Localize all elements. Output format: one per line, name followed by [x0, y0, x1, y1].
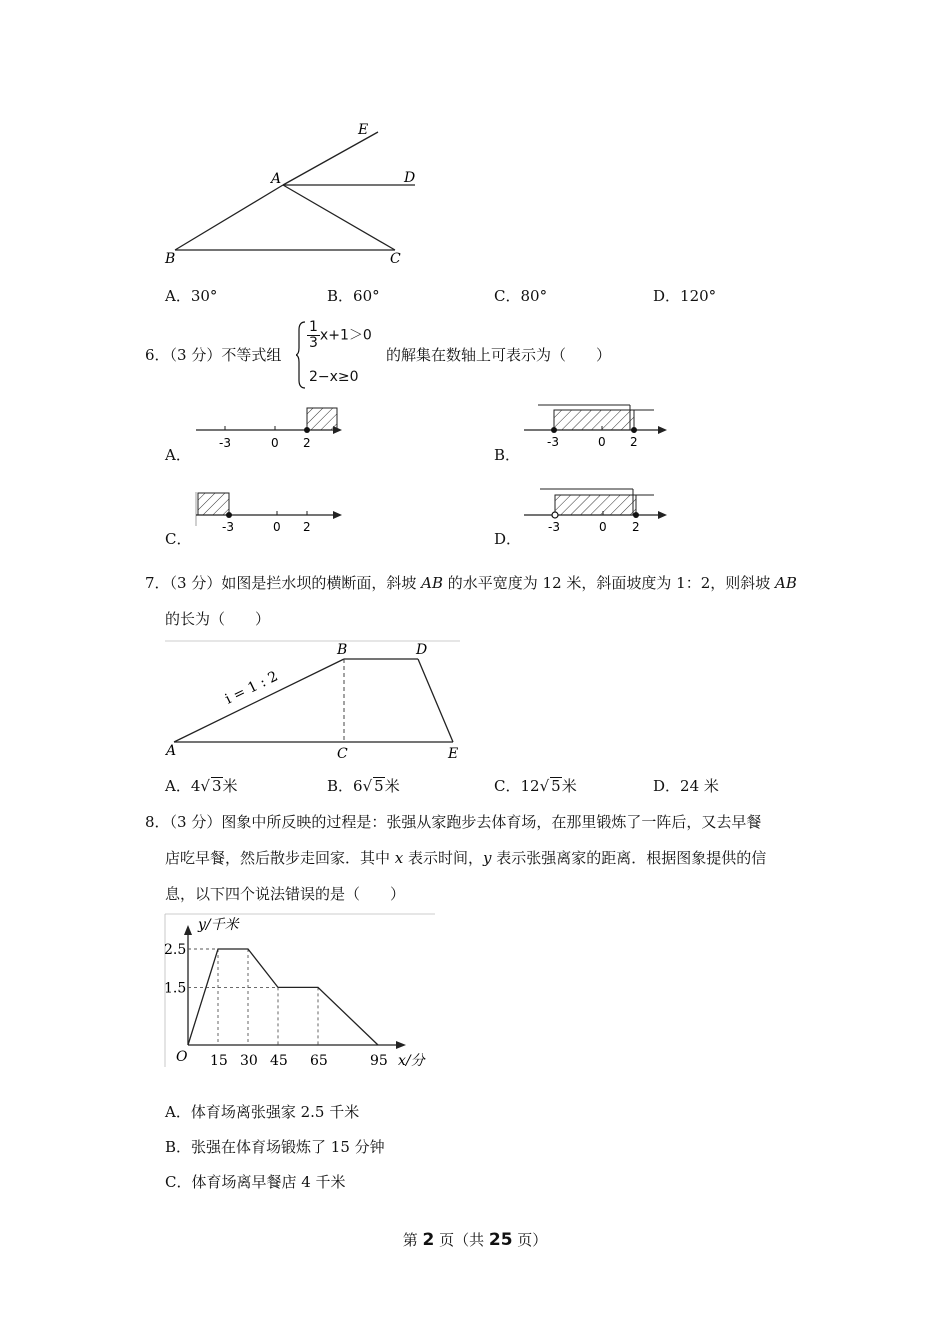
q7-option-d-letter: D．: [653, 777, 681, 795]
tick-c-2: 2: [303, 520, 311, 534]
q8-stem-line2: [165, 848, 766, 868]
q7-text-pre: 7．（3 分）如图是拦水坝的横断面，斜坡: [145, 574, 422, 592]
q7-option-c-letter: C．: [494, 777, 521, 795]
tick-b-2: 2: [630, 435, 638, 449]
q8-option-b[interactable]: B．张强在体育场锻炼了 15 分钟: [165, 1138, 385, 1156]
q6-ineq2: 2−x≥0: [309, 369, 359, 385]
q5-figure: [160, 118, 430, 270]
q6-option-b[interactable]: B．: [494, 446, 521, 464]
tick-a-0: 0: [271, 436, 279, 450]
q5-option-c[interactable]: [494, 286, 547, 306]
q6-ineq1-rest: x+1＞0: [319, 327, 372, 344]
q6-option-d[interactable]: D．: [494, 530, 522, 548]
q5-line-AC: [283, 185, 395, 250]
q6-stem-suffix: 的解集在数轴上可表示为（ ）: [386, 346, 612, 364]
q8-ytick-label: 2.5: [164, 942, 187, 958]
q6-ineq1-numerator: 1: [309, 319, 318, 335]
q8-y-axis-arrow: [184, 925, 192, 935]
q8-xtick-label: 65: [310, 1053, 328, 1069]
footer-post: 页）: [512, 1231, 548, 1249]
page-footer: [0, 1229, 950, 1250]
q7-option-c[interactable]: [494, 776, 577, 796]
tick-a-neg3: -3: [219, 436, 231, 450]
tick-d-0: 0: [599, 520, 607, 534]
sqrt-icon: √: [539, 777, 550, 795]
q6-ineq1: [307, 320, 372, 351]
tick-d-neg3: -3: [548, 520, 560, 534]
q7-option-b-letter: B．: [327, 777, 354, 795]
tick-c-neg3: -3: [222, 520, 234, 534]
q8-x-axis-label: x/分: [398, 1053, 425, 1069]
footer-total-pages: 25: [488, 1230, 513, 1250]
q5-option-d-letter: D．: [653, 287, 681, 305]
q6-option-c-numberline: [190, 488, 350, 538]
q7-label-A: A: [166, 743, 177, 759]
q5-option-b-text: 60°: [353, 287, 380, 305]
q8-text-pre: 店吃早餐，然后散步走回家．其中: [165, 849, 395, 867]
q8-ytick-label: 1.5: [164, 980, 187, 997]
q5-label-B: B: [165, 251, 176, 267]
tick-a-2: 2: [303, 436, 311, 450]
q6-ineq1-denominator: 3: [309, 335, 318, 351]
q8-stem-line1: 8．（3 分）图象中所反映的过程是：张强从家跑步去体育场，在那里锻炼了一阵后，又去早餐: [145, 813, 762, 831]
q8-xtick-label: 95: [370, 1053, 388, 1069]
q5-option-d-text: 120°: [680, 287, 717, 305]
q7-option-c-unit: 米: [561, 777, 577, 795]
q7-option-b[interactable]: [327, 776, 400, 796]
q5-option-b[interactable]: [327, 286, 380, 306]
q7-option-d[interactable]: [653, 776, 719, 796]
q7-option-b-unit: 米: [384, 777, 400, 795]
q7-stem-line1: [145, 573, 797, 593]
q6-number: 6．: [145, 346, 170, 364]
q8-y-var: y: [483, 849, 492, 867]
q5-option-d[interactable]: [653, 286, 716, 306]
q6-option-c[interactable]: C．: [165, 530, 192, 548]
q5-option-a-letter: A．: [165, 287, 191, 305]
q8-option-a[interactable]: A．体育场离张强家 2.5 千米: [165, 1103, 360, 1121]
q6-option-a[interactable]: A．: [165, 446, 191, 464]
q7-option-a-letter: A．: [165, 777, 191, 795]
q7-ab-label: AB: [421, 574, 443, 592]
q5-option-b-letter: B．: [327, 287, 354, 305]
q5-label-E: E: [358, 122, 369, 138]
q8-origin-label: O: [176, 1049, 188, 1065]
q7-option-b-coef: 6: [353, 777, 363, 795]
q8-y-axis-label: y/千米: [198, 917, 239, 933]
q6-ineq1-fraction: [307, 320, 320, 351]
q7-label-E: E: [448, 746, 459, 762]
q6-option-a-numberline: [190, 402, 350, 452]
q7-option-b-radicand: 5: [374, 777, 384, 795]
footer-page-number: 2: [422, 1230, 435, 1250]
q5-option-c-letter: C．: [494, 287, 521, 305]
q8-distance-time-chart: [160, 912, 440, 1072]
q5-option-a-text: 30°: [190, 287, 218, 305]
q6-brace: [296, 320, 306, 390]
q8-xtick-label: 15: [210, 1053, 228, 1069]
q7-label-B: B: [337, 642, 348, 658]
q5-label-C: C: [390, 251, 401, 267]
q5-label-A: A: [271, 171, 282, 187]
q5-line-AE: [283, 132, 378, 185]
q8-stem-line3: 息，以下四个说法错误的是（ ）: [165, 885, 406, 903]
q5-label-D: D: [404, 170, 416, 186]
q7-slope-label: i = 1 : 2: [222, 668, 281, 708]
q7-option-a-unit: 米: [222, 777, 238, 795]
q8-text-mid: 表示时间，: [403, 849, 484, 867]
q7-option-c-radicand: 5: [551, 777, 561, 795]
q7-option-a[interactable]: [165, 776, 238, 796]
q5-option-c-text: 80°: [520, 287, 548, 305]
q7-option-d-text: 24 米: [680, 777, 719, 795]
sqrt-icon: √: [362, 777, 373, 795]
q7-option-a-radicand: 3: [211, 777, 222, 795]
q7-label-D: D: [416, 642, 428, 658]
q8-x-var: x: [394, 849, 404, 867]
q6-stem-prefix: [145, 345, 281, 365]
q7-option-c-coef: 12: [520, 777, 540, 795]
tick-d-2: 2: [632, 520, 640, 534]
q7-option-a-coef: 4: [190, 777, 201, 795]
q8-option-c[interactable]: C．体育场离早餐店 4 千米: [165, 1173, 346, 1191]
q8-series-line: [188, 949, 378, 1045]
sqrt-icon: √: [200, 777, 210, 795]
q8-text-post: 表示张强离家的距离．根据图象提供的信: [491, 849, 767, 867]
tick-b-neg3: -3: [547, 435, 559, 449]
footer-mid: 页（共: [434, 1231, 489, 1249]
q8-xtick-label: 45: [270, 1053, 288, 1069]
q6-prefix-text: （3 分）不等式组: [169, 346, 282, 364]
tick-c-0: 0: [273, 520, 281, 534]
q7-label-C: C: [337, 746, 348, 762]
q8-xtick-label: 30: [240, 1053, 258, 1069]
q7-text-mid: 的水平宽度为 12 米，斜面坡度为 1：2，则斜坡: [442, 574, 776, 592]
q6-option-d-numberline: [522, 484, 672, 538]
q5-option-a[interactable]: [165, 286, 217, 306]
tick-b-0: 0: [598, 435, 606, 449]
q7-stem-line2: 的长为（ ）: [165, 610, 271, 628]
q5-line-BA: [175, 185, 283, 250]
q7-ab-label-2: AB: [775, 574, 797, 592]
q7-figure: [160, 638, 465, 763]
q8-x-axis-arrow: [396, 1041, 406, 1049]
q6-option-b-numberline: [522, 400, 672, 452]
footer-pre: 第: [402, 1231, 423, 1249]
